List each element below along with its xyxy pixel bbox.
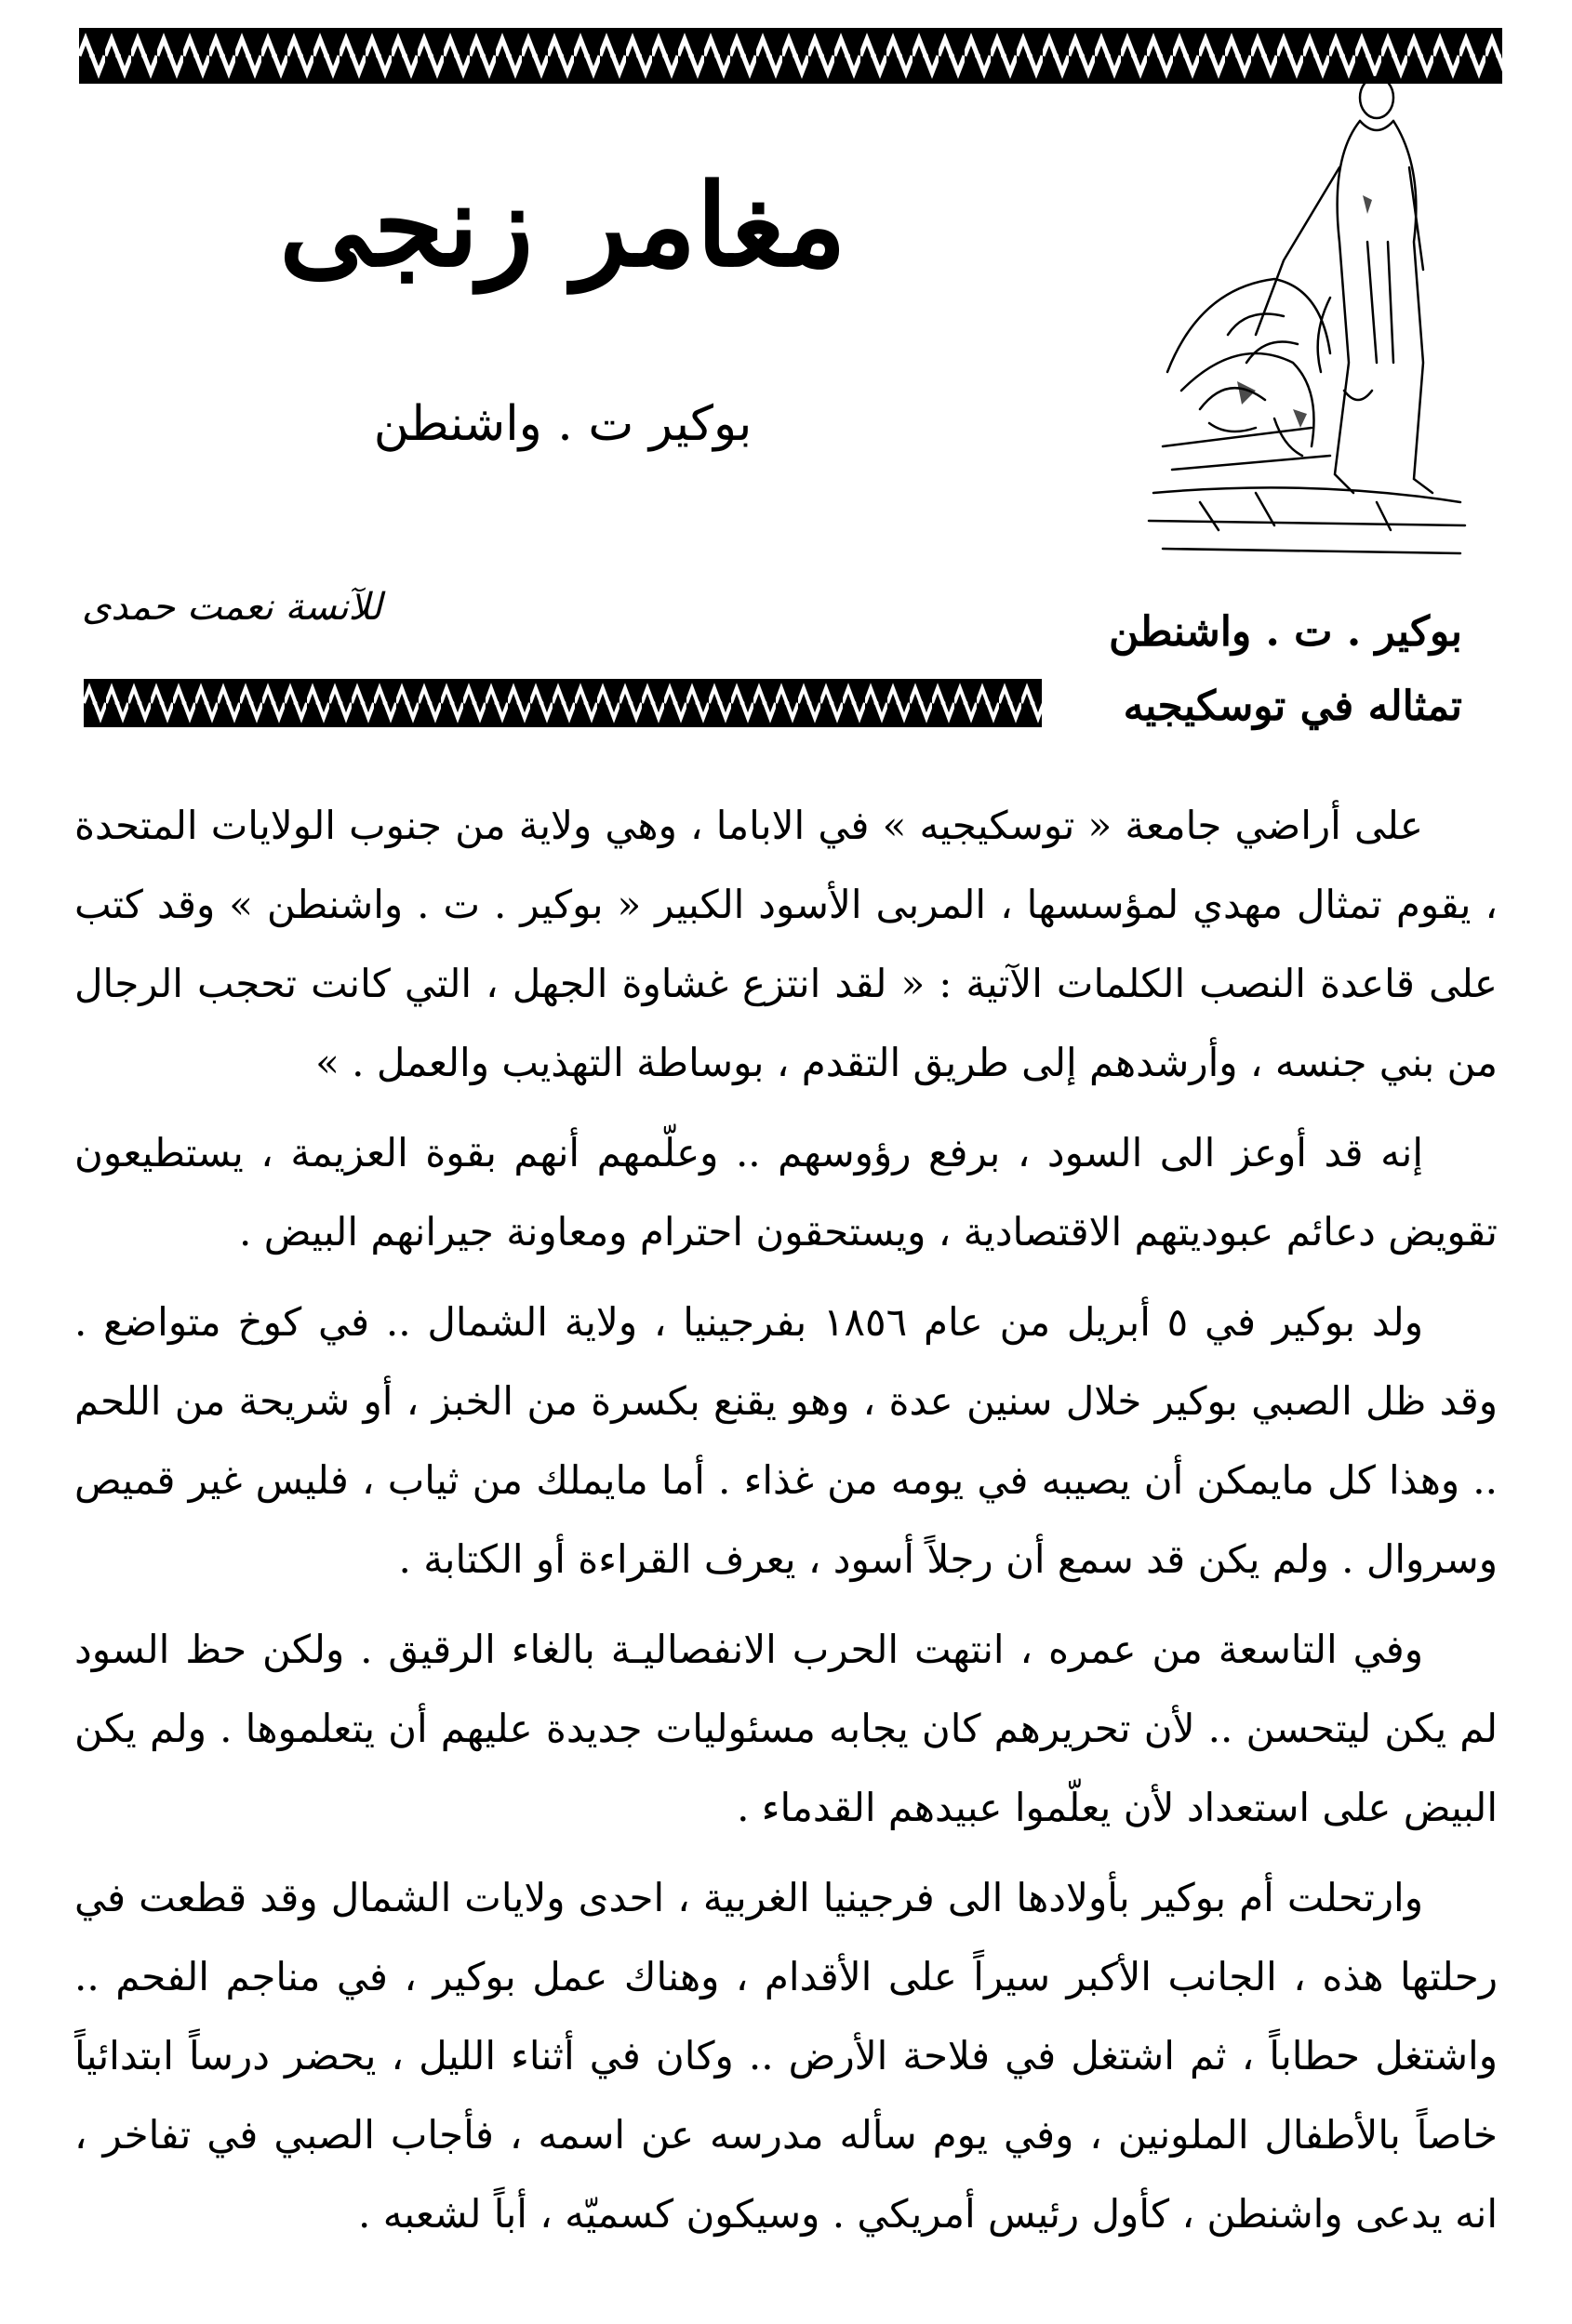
middle-ornamental-border — [84, 679, 1042, 727]
article-body — [74, 786, 1498, 2264]
body-paragraph: على أراضي جامعة « توسكيجيه » في الاباما ، وهي ولاية من جنوب الولايات المتحدة ، يقوم تمثال مهدي لمؤسسها ، المربى الأسود الكبير « بوكير . ت . واشنطن » وقد كتب على قاعدة النصب الكلمات الآتية : « لقد انتزع غشاوة الجهل ، التي كانت تحجب الرجال من بني جنسه ، وأرشدهم إلى طريق التقدم ، بوساطة التهذيب والعمل . » — [74, 803, 1498, 1085]
body-paragraph: وارتحلت أم بوكير بأولادها الى فرجينيا الغربية ، احدى ولايات الشمال وقد قطعت في رحلتها هذه ، الجانب الأكبر سيراً على الأقدام ، وهناك عمل بوكير ، في مناجم الفحم .. واشتغل حطاباً ، ثم اشتغل في فلاحة الأرض .. وكان في أثناء الليل ، يحضر درساً ابتدائياً خاصاً بالأطفال الملونين ، وفي يوم سأله مدرسه عن اسمه ، فأجاب الصبي في تفاخر ، انه يدعى واشنطن ، كأول رئيس أمريكي . وسيكون كسميّه ، أباً لشعبه . — [74, 1875, 1498, 2237]
article-title: مغامر زنجى — [279, 158, 846, 292]
caption-line-place: تمثاله في توسكيجيه — [1123, 683, 1462, 730]
article-byline: للآنسة نعمت حمدى — [82, 586, 382, 629]
body-paragraph: وفي التاسعة من عمره ، انتهت الحرب الانفصاليـة بالغاء الرقيق . ولكن حظ السود لم يكن ليتحسن .. لأن تحريرهم كان يجابه مسئوليات جديدة عليهم أن يتعلموها . ولم يكن البيض على استعداد لأن يعلّموا عبيدهم القدماء . — [74, 1627, 1498, 1830]
statue-illustration — [1144, 56, 1474, 572]
body-paragraph: ولد بوكير في ٥ أبريل من عام ١٨٥٦ بفرجينيا ، ولاية الشمال .. في كوخ متواضع . وقد ظل الصبي بوكير خلال سنين عدة ، وهو يقنع بكسرة من الخبز ، أو شريحة من اللحم .. وهذا كل مايمكن أن يصيبه في يومه من غذاء . أما مايملك من ثياب ، فليس غير قميص وسروال . ولم يكن قد سمع أن رجلاً أسود ، يعرف القراءة أو الكتابة . — [74, 1299, 1498, 1582]
article-author: بوكير ت . واشنطن — [373, 396, 753, 452]
body-paragraph: إنه قد أوعز الى السود ، برفع رؤوسهم .. وعلّمهم أنهم بقوة العزيمة ، يستطيعون تقويض دعائم عبوديتهم الاقتصادية ، ويستحقون احترام ومعاونة جيرانهم البيض . — [74, 1130, 1498, 1255]
illustration-caption — [1025, 595, 1462, 744]
caption-line-name: بوكير . ت . واشنطن — [1108, 608, 1462, 656]
